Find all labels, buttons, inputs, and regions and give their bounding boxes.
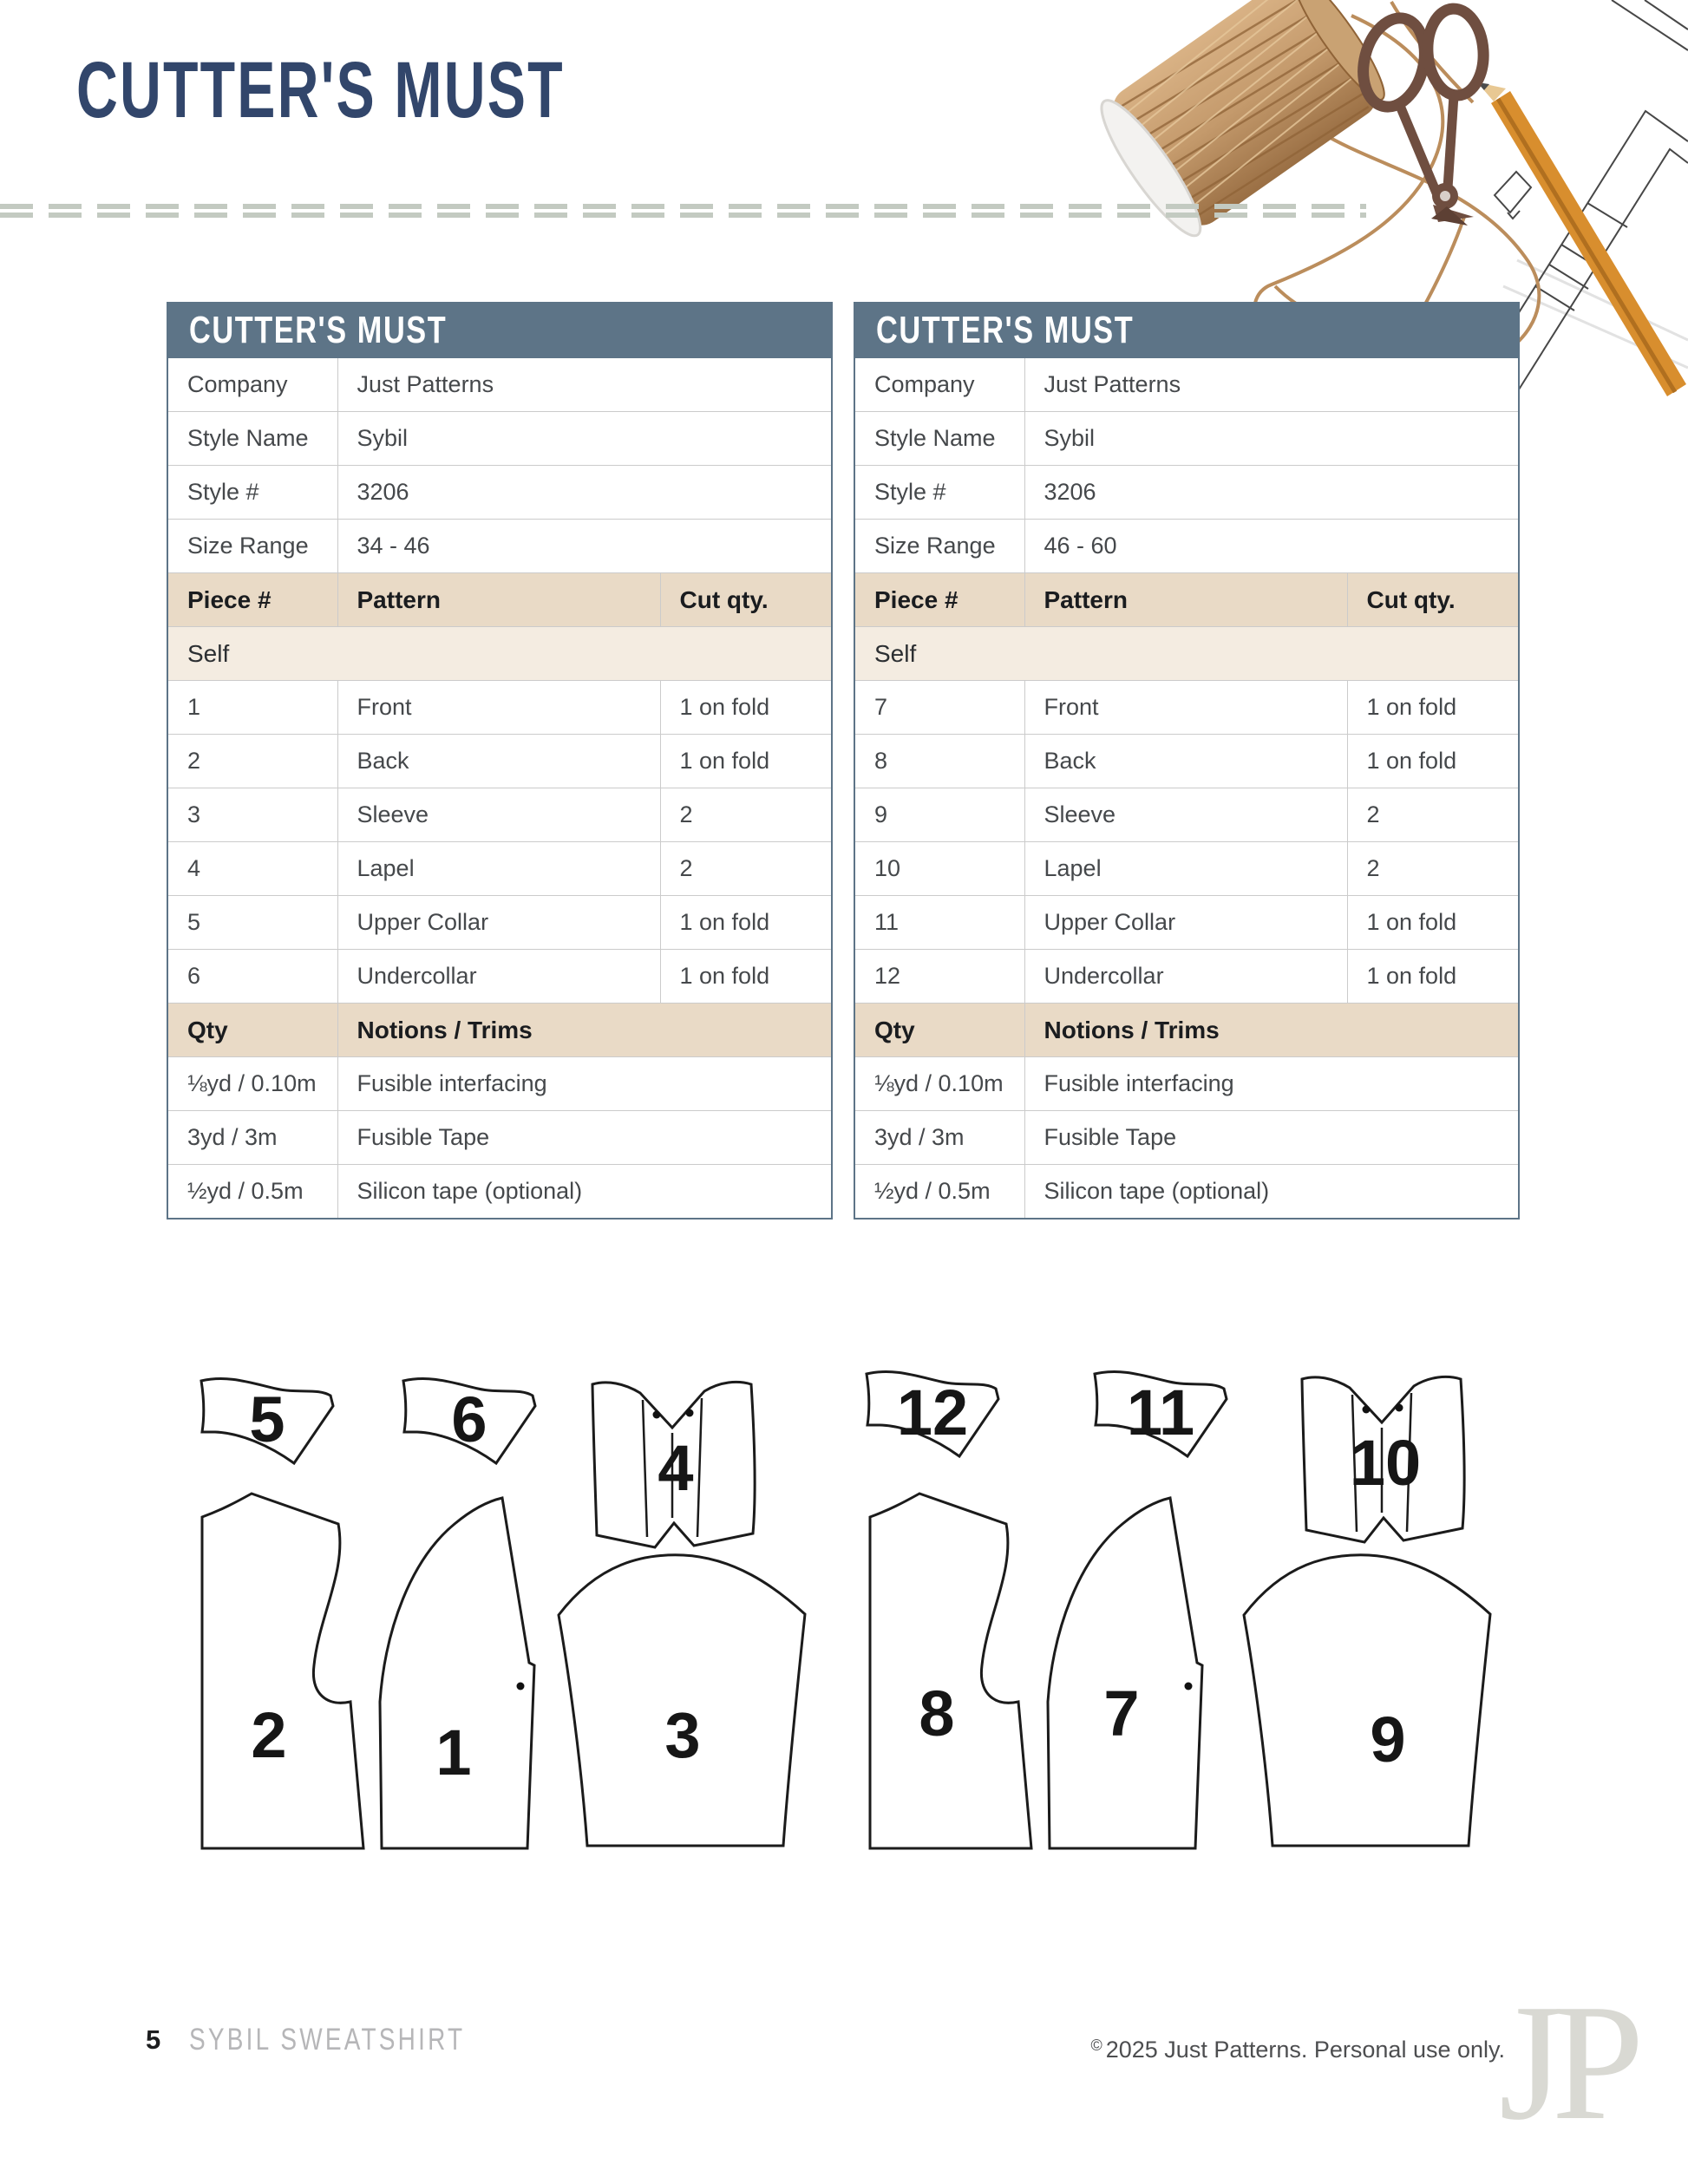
notion-qty: 3yd / 3m <box>854 1111 1024 1165</box>
piece-pattern: Lapel <box>1024 842 1347 896</box>
piece-row <box>167 681 832 735</box>
piece-num: 6 <box>167 950 337 1004</box>
piece-number-6: 6 <box>451 1383 487 1455</box>
info-label: Style Name <box>854 412 1024 466</box>
piece-qty: 1 on fold <box>660 896 832 950</box>
piece-row <box>167 950 832 1004</box>
info-label: Company <box>167 358 337 412</box>
col-header-pattern: Pattern <box>1024 573 1347 627</box>
piece-num: 8 <box>854 735 1024 788</box>
pattern-piece-11 <box>1095 1371 1227 1456</box>
notion-item: Fusible Tape <box>1024 1111 1519 1165</box>
notion-item: Fusible interfacing <box>1024 1057 1519 1111</box>
just-patterns-logo: JP <box>1499 1970 1632 2155</box>
pattern-piece-6 <box>403 1378 535 1463</box>
piece-number-7: 7 <box>1103 1677 1140 1749</box>
piece-pattern: Back <box>1024 735 1347 788</box>
piece-num: 10 <box>854 842 1024 896</box>
piece-qty: 2 <box>1347 842 1519 896</box>
dashed-divider-bottom <box>0 213 1366 218</box>
pattern-piece-2 <box>202 1494 363 1848</box>
notion-item: Silicon tape (optional) <box>337 1165 832 1220</box>
piece-qty: 1 on fold <box>660 681 832 735</box>
table-title <box>854 303 1519 358</box>
piece-qty: 1 on fold <box>1347 681 1519 735</box>
pattern-piece-5 <box>201 1378 333 1463</box>
piece-qty: 2 <box>660 842 832 896</box>
dashed-divider-top <box>0 204 1366 209</box>
pattern-piece-9 <box>1244 1555 1490 1846</box>
notion-row <box>167 1057 832 1111</box>
notion-item: Fusible interfacing <box>337 1057 832 1111</box>
copyright-symbol: © <box>1090 2037 1102 2054</box>
piece-number-9: 9 <box>1370 1703 1406 1775</box>
piece-pattern: Back <box>337 735 660 788</box>
piece-num: 3 <box>167 788 337 842</box>
piece-pattern: Upper Collar <box>337 896 660 950</box>
col-header-piece: Piece # <box>167 573 337 627</box>
pattern-piece-12 <box>867 1371 998 1456</box>
notions-header-label: Notions / Trims <box>1024 1004 1519 1057</box>
pattern-piece-10 <box>1302 1376 1464 1542</box>
piece-row <box>167 788 832 842</box>
scissors <box>1354 7 1486 226</box>
piece-number-5: 5 <box>249 1383 285 1455</box>
notion-row <box>167 1111 832 1165</box>
piece-pattern: Front <box>337 681 660 735</box>
section-label: Self <box>167 627 832 681</box>
info-value: 34 - 46 <box>337 520 832 573</box>
pattern-piece-8 <box>870 1494 1031 1848</box>
info-label: Style # <box>167 466 337 520</box>
info-value: Just Patterns <box>1024 358 1519 412</box>
notion-qty: 3yd / 3m <box>167 1111 337 1165</box>
piece-pattern: Front <box>1024 681 1347 735</box>
piece-pattern: Lapel <box>337 842 660 896</box>
notions-header-qty: Qty <box>854 1004 1024 1057</box>
notions-header-label: Notions / Trims <box>337 1004 832 1057</box>
section-label: Self <box>854 627 1519 681</box>
piece-pattern: Upper Collar <box>1024 896 1347 950</box>
piece-number-12: 12 <box>896 1376 969 1448</box>
piece-number-11: 11 <box>1126 1376 1195 1448</box>
piece-row <box>167 896 832 950</box>
col-header-pattern: Pattern <box>337 573 660 627</box>
piece-row <box>854 842 1519 896</box>
piece-row <box>854 681 1519 735</box>
info-value: Sybil <box>1024 412 1519 466</box>
notion-qty: ⅛yd / 0.10m <box>167 1057 337 1111</box>
piece-num: 1 <box>167 681 337 735</box>
piece-pattern: Undercollar <box>337 950 660 1004</box>
notion-qty: ½yd / 0.5m <box>854 1165 1024 1220</box>
piece-num: 4 <box>167 842 337 896</box>
notion-row <box>854 1165 1519 1220</box>
cutters-must-table-right <box>854 302 1520 1220</box>
piece-number-8: 8 <box>919 1677 955 1749</box>
copyright-notice <box>854 2037 1505 2063</box>
page-number: 5 <box>146 2024 161 2055</box>
info-label: Company <box>854 358 1024 412</box>
pattern-piece-7 <box>1048 1498 1202 1848</box>
info-label: Size Range <box>167 520 337 573</box>
table-title <box>167 303 832 358</box>
piece-number-4: 4 <box>658 1432 694 1504</box>
table-title-text: CUTTER'S MUST <box>876 309 1135 351</box>
notion-row <box>854 1057 1519 1111</box>
piece-number-10: 10 <box>1349 1427 1422 1499</box>
document-title: SYBIL SWEATSHIRT <box>189 2023 466 2056</box>
notion-item: Silicon tape (optional) <box>1024 1165 1519 1220</box>
piece-qty: 2 <box>660 788 832 842</box>
pattern-piece-3 <box>559 1555 805 1846</box>
page-title: CUTTER'S MUST <box>76 46 565 134</box>
piece-num: 11 <box>854 896 1024 950</box>
pattern-piece-4 <box>592 1382 755 1547</box>
piece-qty: 1 on fold <box>1347 896 1519 950</box>
piece-row <box>854 950 1519 1004</box>
piece-qty: 1 on fold <box>660 950 832 1004</box>
piece-qty: 1 on fold <box>1347 950 1519 1004</box>
info-label: Style # <box>854 466 1024 520</box>
piece-num: 12 <box>854 950 1024 1004</box>
info-label: Size Range <box>854 520 1024 573</box>
piece-row <box>167 842 832 896</box>
info-value: Sybil <box>337 412 832 466</box>
piece-pattern: Undercollar <box>1024 950 1347 1004</box>
piece-number-2: 2 <box>251 1699 287 1771</box>
piece-row <box>854 735 1519 788</box>
col-header-qty: Cut qty. <box>1347 573 1519 627</box>
piece-num: 2 <box>167 735 337 788</box>
piece-pattern: Sleeve <box>1024 788 1347 842</box>
info-value: Just Patterns <box>337 358 832 412</box>
piece-num: 5 <box>167 896 337 950</box>
notion-row <box>854 1111 1519 1165</box>
info-value: 3206 <box>1024 466 1519 520</box>
piece-qty: 1 on fold <box>1347 735 1519 788</box>
piece-row <box>854 896 1519 950</box>
col-header-qty: Cut qty. <box>660 573 832 627</box>
piece-qty: 2 <box>1347 788 1519 842</box>
piece-num: 9 <box>854 788 1024 842</box>
info-label: Style Name <box>167 412 337 466</box>
pattern-piece-1 <box>380 1498 534 1848</box>
notion-qty: ½yd / 0.5m <box>167 1165 337 1220</box>
piece-number-1: 1 <box>435 1716 472 1788</box>
notion-item: Fusible Tape <box>337 1111 832 1165</box>
cutters-must-table-left <box>167 302 833 1220</box>
copyright-text: 2025 Just Patterns. Personal use only. <box>1105 2037 1505 2063</box>
piece-num: 7 <box>854 681 1024 735</box>
info-value: 46 - 60 <box>1024 520 1519 573</box>
notion-row <box>167 1165 832 1220</box>
piece-row <box>854 788 1519 842</box>
piece-number-3: 3 <box>664 1699 701 1771</box>
piece-row <box>167 735 832 788</box>
piece-pattern: Sleeve <box>337 788 660 842</box>
table-title-text: CUTTER'S MUST <box>189 309 448 351</box>
notions-header-qty: Qty <box>167 1004 337 1057</box>
info-value: 3206 <box>337 466 832 520</box>
notion-qty: ⅛yd / 0.10m <box>854 1057 1024 1111</box>
pattern-pieces-diagram <box>0 1336 1688 1891</box>
col-header-piece: Piece # <box>854 573 1024 627</box>
piece-qty: 1 on fold <box>660 735 832 788</box>
